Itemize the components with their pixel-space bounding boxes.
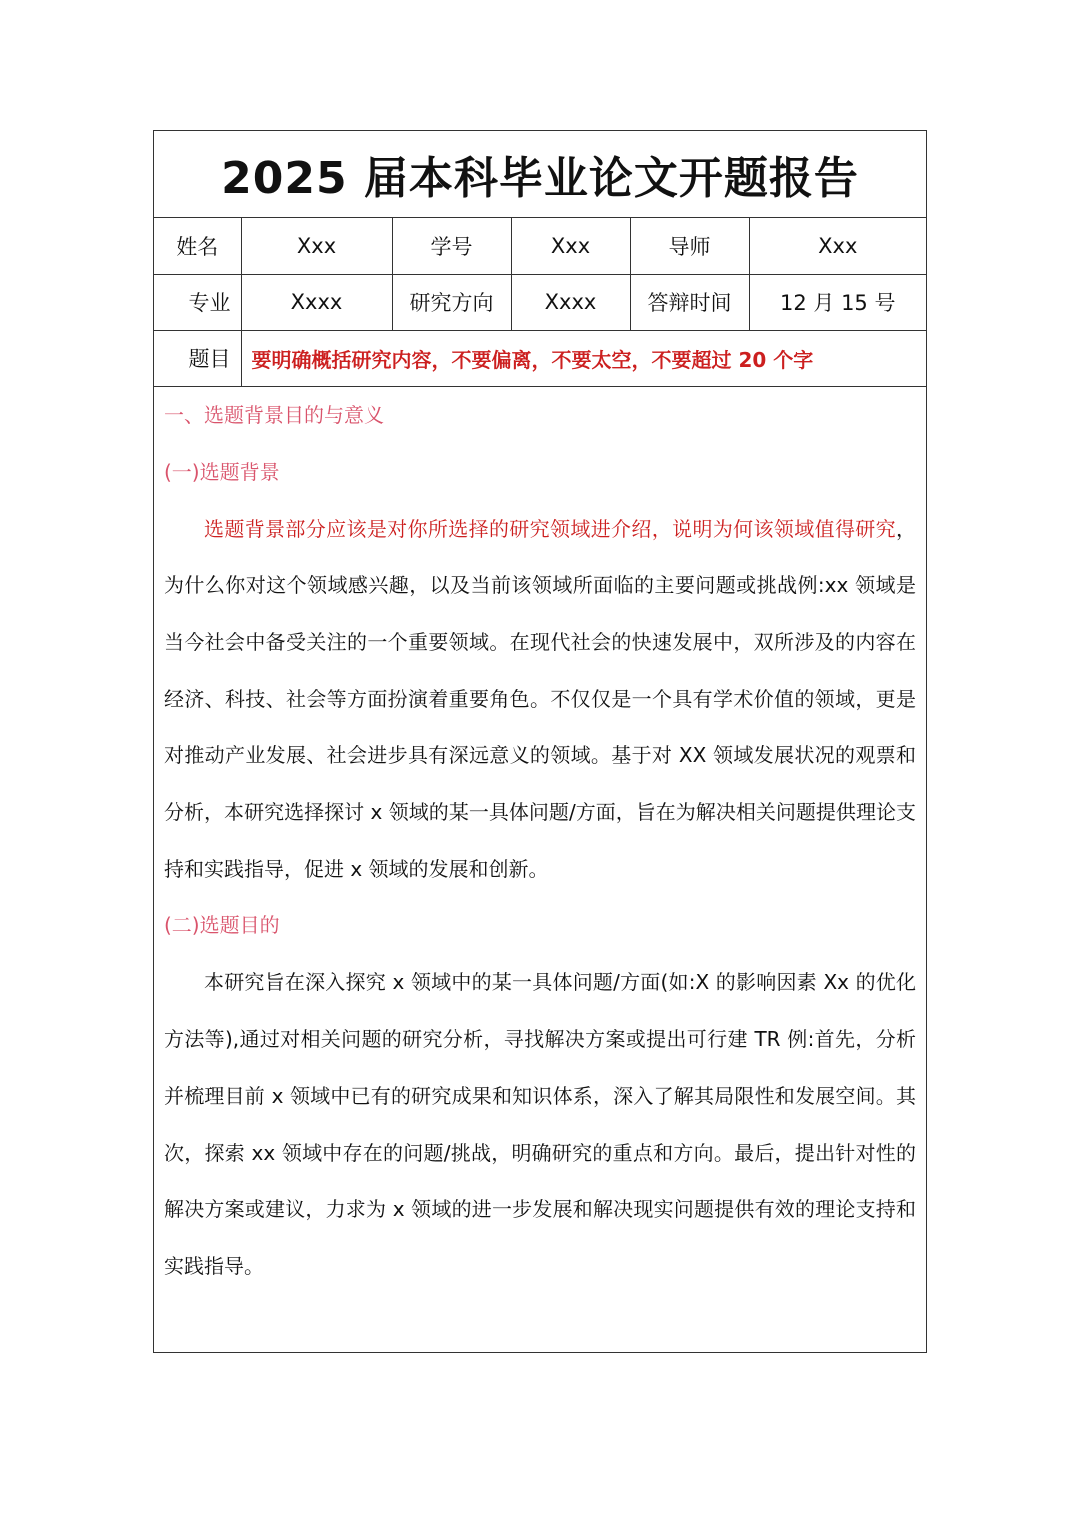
background-heading: (一)选题背景 <box>164 459 280 484</box>
name-label: 姓名 <box>154 218 241 274</box>
background-paragraph <box>164 501 916 898</box>
report-title: 2025 届本科毕业论文开题报告 <box>154 131 926 218</box>
info-table <box>154 218 926 387</box>
name-value: Xxx <box>241 218 392 274</box>
content-area <box>154 387 926 1295</box>
background-text: ，为什么你对这个领域感兴趣，以及当前该领域所面临的主要问题或挑战例:xx 领域是当今社会中备受关注的一个重要领域。在现代社会的快速发展中，双所涉及的内容在经济、科技、社会等方面扮演着重要角色。不仅仅是一个具有学术价值的领域，更是对推动产业发展、社会进步具有深远意义的领域。基于对 XX 领域发展状况的观票和分析，本研究选择探讨 x 领域的某一具体问题/方面，旨在为解决相关问题提供理论支持和实践指导，促进 x 领域的发展和创新。 <box>164 516 916 881</box>
student-id-value: Xxx <box>511 218 630 274</box>
advisor-label: 导师 <box>630 218 749 274</box>
purpose-paragraph: 本研究旨在深入探究 x 领域中的某一具体问题/方面(如:X 的影响因素 Xx 的优化方法等),通过对相关问题的研究分析，寻找解决方案或提出可行建 TR 例:首先，分析并梳理目前 x 领域中已有的研究成果和知识体系，深入了解其局限性和发展空间。其次，探索 xx 领域中存在的问题/挑战，明确研究的重点和方向。最后，提出针对性的解决方案或建议，力求为 x 领域的进一步发展和解决现实问题提供有效的理论支持和实践指导。 <box>164 970 916 1278</box>
proposal-form <box>153 130 927 1353</box>
info-row-1 <box>154 218 926 274</box>
major-value: Xxxx <box>241 274 392 330</box>
student-id-label: 学号 <box>392 218 511 274</box>
direction-label: 研究方向 <box>392 274 511 330</box>
advisor-value: Xxx <box>749 218 926 274</box>
major-label: 专业 <box>154 274 241 330</box>
subject-value: 要明确概括研究内容，不要偏离，不要太空，不要超过 20 个字 <box>241 330 926 386</box>
info-row-2 <box>154 274 926 330</box>
subject-label: 题目 <box>154 330 241 386</box>
defense-label: 答辩时间 <box>630 274 749 330</box>
direction-value: Xxxx <box>511 274 630 330</box>
defense-value: 12 月 15 号 <box>749 274 926 330</box>
section1-heading: 一、选题背景目的与意义 <box>164 402 384 427</box>
purpose-heading: (二)选题目的 <box>164 913 280 938</box>
info-row-3 <box>154 330 926 386</box>
background-red-text: 选题背景部分应该是对你所选择的研究领域进介绍，说明为何该领域值得研究 <box>204 516 896 541</box>
